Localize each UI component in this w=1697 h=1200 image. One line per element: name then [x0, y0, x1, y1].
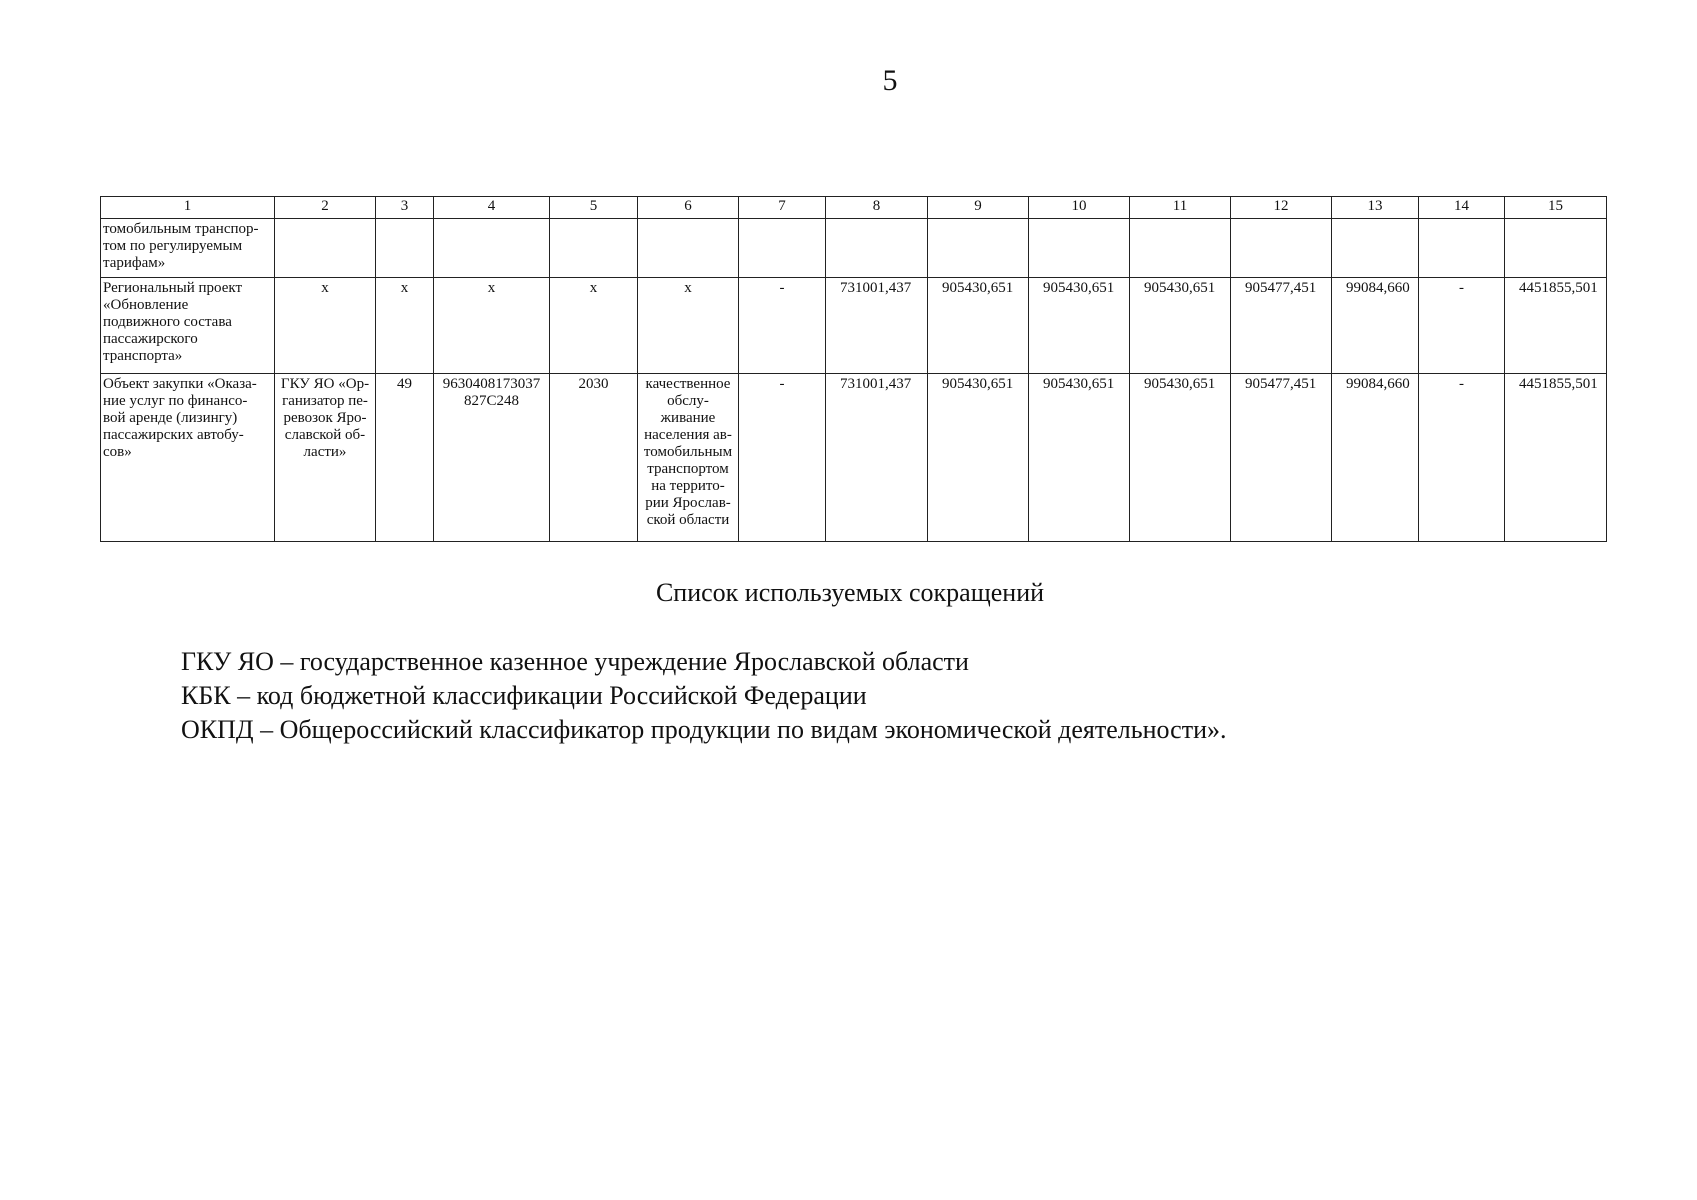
- table-cell: 905477,451: [1231, 278, 1332, 374]
- column-header: 12: [1231, 197, 1332, 219]
- table-cell: 905430,651: [928, 374, 1029, 542]
- table-cell: ГКУ ЯО «Ор- ганизатор пе- ревозок Яро- славской об- ласти»: [275, 374, 376, 542]
- table-cell: -: [1419, 374, 1505, 542]
- table-cell: х: [434, 278, 550, 374]
- column-header: 3: [376, 197, 434, 219]
- column-header: 11: [1130, 197, 1231, 219]
- table-cell: -: [739, 278, 826, 374]
- table-cell: 99084,660: [1332, 278, 1419, 374]
- table-cell: 905430,651: [1130, 374, 1231, 542]
- table-cell: [550, 219, 638, 278]
- column-header: 8: [826, 197, 928, 219]
- table-cell: [1231, 219, 1332, 278]
- table-cell: [826, 219, 928, 278]
- table-cell: 905477,451: [1231, 374, 1332, 542]
- table-cell: томобильным транспор- том по регулируемым тарифам»: [101, 219, 275, 278]
- table-cell: Региональный проект «Обновление подвижного состава пассажирского транспорта»: [101, 278, 275, 374]
- page-number: 5: [882, 64, 898, 97]
- column-header: 15: [1505, 197, 1607, 219]
- table-cell: 4451855,501: [1505, 278, 1607, 374]
- table-cell: х: [376, 278, 434, 374]
- column-header: 7: [739, 197, 826, 219]
- column-header: 10: [1029, 197, 1130, 219]
- table-cell: 49: [376, 374, 434, 542]
- table-cell: х: [275, 278, 376, 374]
- table-cell: [739, 219, 826, 278]
- table-cell: 731001,437: [826, 374, 928, 542]
- table-row: [101, 219, 1607, 278]
- column-header: 5: [550, 197, 638, 219]
- table-cell: 9630408173037 827C248: [434, 374, 550, 542]
- table-cell: 4451855,501: [1505, 374, 1607, 542]
- abbreviation-item: КБК – код бюджетной классификации Российской Федерации: [181, 681, 867, 710]
- table-cell: х: [550, 278, 638, 374]
- column-header: 4: [434, 197, 550, 219]
- table-cell: х: [638, 278, 739, 374]
- column-header: 2: [275, 197, 376, 219]
- table-cell: [1332, 219, 1419, 278]
- table-cell: -: [1419, 278, 1505, 374]
- table-cell: [1130, 219, 1231, 278]
- abbreviations-list: [181, 645, 1227, 747]
- table-cell: [638, 219, 739, 278]
- data-table: [100, 196, 1607, 542]
- table-cell: 2030: [550, 374, 638, 542]
- table-cell: [434, 219, 550, 278]
- table-cell: [1419, 219, 1505, 278]
- table-cell: 905430,651: [928, 278, 1029, 374]
- table-cell: качественное обслу- живание населения ав- томобильным транспортом на террито- рии Ярослав- ской области: [638, 374, 739, 542]
- abbreviation-item: ОКПД – Общероссийский классификатор продукции по видам экономической деятельности».: [181, 715, 1227, 744]
- column-header: 14: [1419, 197, 1505, 219]
- table-cell: [928, 219, 1029, 278]
- table-cell: [376, 219, 434, 278]
- table-header-row: [101, 197, 1607, 219]
- column-header: 6: [638, 197, 739, 219]
- table-cell: 99084,660: [1332, 374, 1419, 542]
- table-cell: 905430,651: [1029, 278, 1130, 374]
- table-cell: 905430,651: [1130, 278, 1231, 374]
- table-cell: [1505, 219, 1607, 278]
- column-header: 9: [928, 197, 1029, 219]
- abbreviation-item: ГКУ ЯО – государственное казенное учреждение Ярославской области: [181, 647, 969, 676]
- column-header: 1: [101, 197, 275, 219]
- table-cell: Объект закупки «Оказа- ние услуг по финансо- вой аренде (лизингу) пассажирских автобу- сов»: [101, 374, 275, 542]
- table-cell: [275, 219, 376, 278]
- table-row: [101, 374, 1607, 542]
- table-cell: [1029, 219, 1130, 278]
- table-cell: 731001,437: [826, 278, 928, 374]
- table-cell: -: [739, 374, 826, 542]
- table-cell: 905430,651: [1029, 374, 1130, 542]
- abbreviations-title: Список используемых сокращений: [655, 578, 1045, 607]
- table-row: [101, 278, 1607, 374]
- column-header: 13: [1332, 197, 1419, 219]
